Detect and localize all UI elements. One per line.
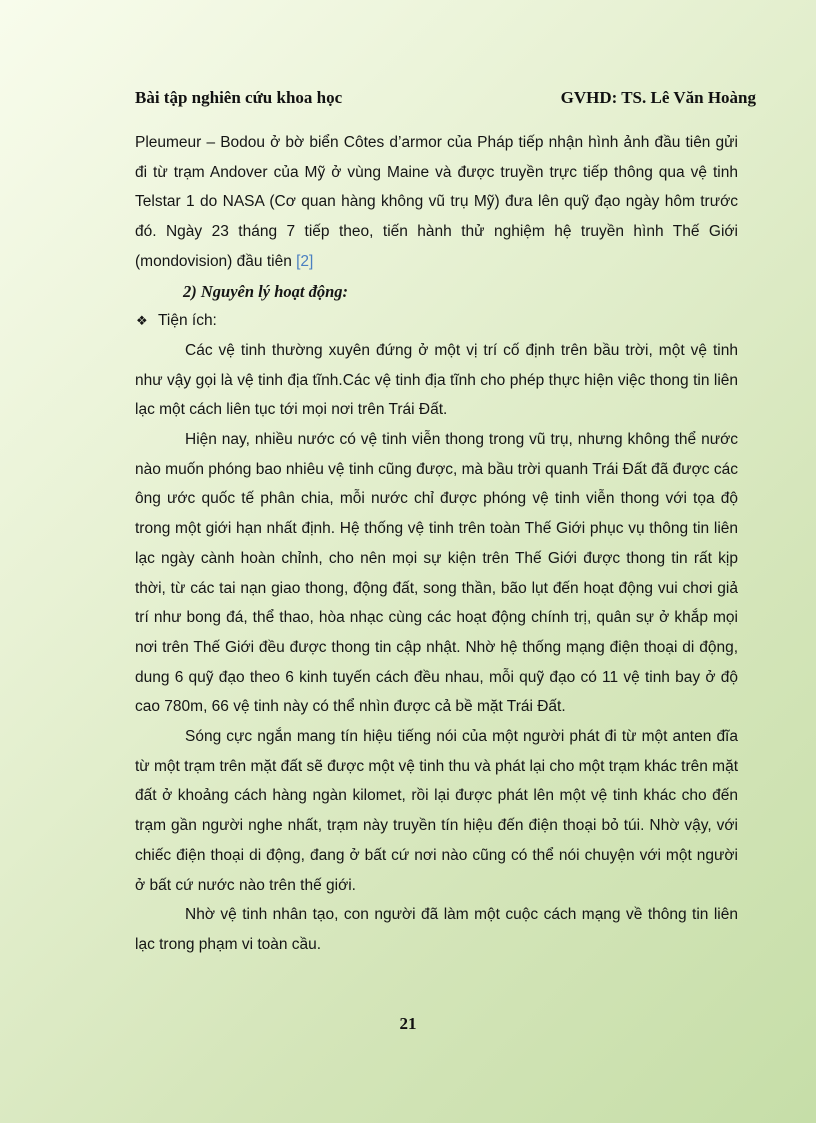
page-header bbox=[135, 88, 756, 108]
diamond-bullet-icon: ❖ bbox=[136, 313, 148, 329]
paragraph-1-text: Pleumeur – Bodou ở bờ biển Côtes d’armor của Pháp tiếp nhận hình ảnh đầu tiên gửi đi từ trạm Andover của Mỹ ở vùng Maine và được truyền trực tiếp thông qua vệ tinh Telstar 1 do NASA (Cơ quan hàng không vũ trụ Mỹ) đưa lên quỹ đạo ngày hôm trước đó. Ngày 23 tháng 7 tiếp theo, tiến hành thử nghiệm hệ truyền hình Thế Giới (mondovision) đầu tiên bbox=[135, 134, 738, 270]
paragraph-2: Các vệ tinh thường xuyên đứng ở một vị trí cố định trên bầu trời, một vệ tinh như vậy gọi là vệ tinh địa tĩnh.Các vệ tinh địa tĩnh cho phép thực hiện việc thong tin liên lạc một cách liên tục tới mọi nơi trên Trái Đất. bbox=[135, 341, 738, 419]
paragraph-1 bbox=[135, 128, 738, 277]
header-advisor: GVHD: TS. Lê Văn Hoàng bbox=[560, 88, 756, 107]
bullet-item bbox=[135, 306, 738, 336]
header-course-title: Bài tập nghiên cứu khoa học bbox=[135, 88, 343, 107]
page-number: 21 bbox=[399, 1014, 417, 1033]
page-body bbox=[135, 128, 738, 960]
section-heading: 2) Nguyên lý hoạt động: bbox=[183, 281, 348, 301]
paragraph-4: Sóng cực ngắn mang tín hiệu tiếng nói của một người phát đi từ một anten đĩa từ một trạm trên mặt đất sẽ được một vệ tinh thu và phát lại cho một trạm khác trên mặt đất ở khoảng cách hàng ngàn kilomet, rồi lại được phát lên một vệ tinh khác cho đến trạm gần người nghe nhất, trạm này truyền tín hiệu đến điện thoại bỏ túi. Nhờ vậy, với chiếc điện thoại di động, đang ở bất cứ nơi nào cũng có thể nói chuyện với một người ở bất cứ nước nào trên thế giới. bbox=[135, 728, 738, 894]
citation-link[interactable]: [2] bbox=[296, 252, 314, 270]
bullet-label: Tiện ích: bbox=[158, 312, 217, 330]
paragraph-3: Hiện nay, nhiều nước có vệ tinh viễn thong trong vũ trụ, nhưng không thể nước nào muốn phóng bao nhiêu vệ tinh cũng được, mà bầu trời quanh Trái Đất đã được các ông ước quốc tế phân chia, mỗi nước chỉ được phóng vệ tinh viễn thong với tọa độ trong một giới hạn nhất định. Hệ thống vệ tinh trên toàn Thế Giới phục vụ thông tin liên lạc ngày cành hoàn chỉnh, cho nên mọi sự kiện trên Thế Giới được thong tin rất kịp thời, từ các tai nạn giao thong, động đất, song thần, bão lụt đến hoạt động vui chơi giả trí như bong đá, thể thao, hòa nhạc cùng các hoạt động chính trị, quân sự ở khắp mọi nơi trên Thế Giới đều được thong tin cập nhật. Nhờ hệ thống mạng điện thoại di động, dung 6 quỹ đạo theo 6 kinh tuyến cách đều nhau, mỗi quỹ đạo có 11 vệ tinh bay ở độ cao 780m, 66 vệ tinh này có thể nhìn được cả bề mặt Trái Đất. bbox=[135, 431, 738, 716]
paragraph-5: Nhờ vệ tinh nhân tạo, con người đã làm một cuộc cách mạng về thông tin liên lạc trong phạm vi toàn cầu. bbox=[135, 906, 738, 953]
